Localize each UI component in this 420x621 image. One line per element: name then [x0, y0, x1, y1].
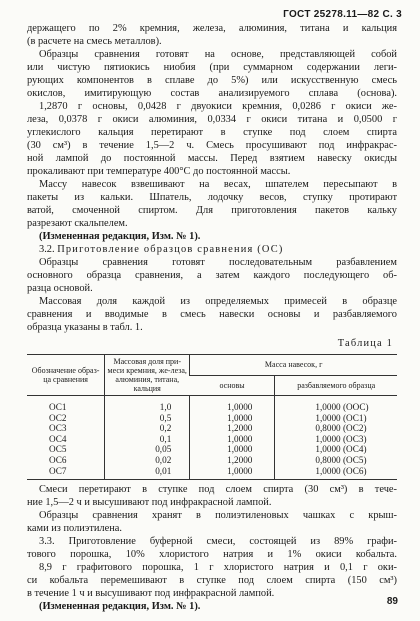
col-header-mass: Масса навесок, г	[190, 355, 397, 376]
cell-designation: ОС5	[49, 444, 67, 455]
text-line: разца основой.	[27, 283, 93, 294]
text-line: или чистую пятиокись ниобия (при суммарном содержании леги-	[27, 62, 397, 73]
text-line: (в расчете на смесь металлов).	[27, 36, 162, 47]
cell-diluted: 1,0000 (ООС)	[275, 396, 397, 413]
text-line: сравнения и вводимые в смесь навески основы и разбавляемого	[27, 309, 397, 320]
text-line: ние 1,5—2 ч и высушивают под инфракрасной лампой.	[27, 497, 272, 509]
page-number: 89	[386, 596, 398, 607]
section-number: 3.2.	[39, 244, 55, 255]
col-header-diluted: разбавляемого образца	[275, 375, 397, 396]
document-body	[27, 22, 397, 613]
table-row	[27, 434, 397, 445]
cell-base: 1,2000	[190, 423, 275, 434]
cell-base: 1,0000	[190, 434, 275, 445]
text-line: в течение 1 ч и высушивают под инфракрасной лампой.	[27, 588, 275, 600]
text-line: Образцы сравнения готовят на основе, представляющей собой	[39, 49, 397, 60]
text-line: пакеты из кальки. Шпатель, лодочку весов, ступку протирают	[27, 192, 397, 203]
table-row	[27, 466, 397, 480]
amendment-note-2: (Измененная редакция, Изм. № 1).	[39, 601, 201, 613]
section-heading	[27, 243, 397, 256]
text-line: 3.3. Приготовление буферной смеси, состоящей из 89% графи-	[39, 536, 397, 548]
cell-base: 1,0000	[190, 396, 275, 413]
text-line: образца указаны в табл. 1.	[27, 322, 143, 333]
text-line: 8,9 г графитового порошка, 1 г хлористого натрия и 0,1 г оки-	[39, 562, 397, 574]
cell-designation: ОС3	[49, 423, 67, 434]
table-row	[27, 423, 397, 434]
after-table-paragraphs	[27, 483, 397, 600]
text-line: Образцы сравнения хранят в полиэтиленовых чашках с крыш-	[39, 510, 397, 522]
table-row	[27, 444, 397, 455]
text-line: ками из полиэтилена.	[27, 523, 122, 535]
table-caption: Таблица 1	[337, 338, 393, 349]
amendment-note: (Измененная редакция, Изм. № 1).	[39, 231, 201, 242]
col-header-base: основы	[190, 375, 275, 396]
cell-diluted: 1,0000 (ОС1)	[275, 413, 397, 424]
cell-diluted: 1,0000 (ОС6)	[275, 466, 397, 480]
top-paragraphs	[27, 22, 397, 230]
table-row	[27, 396, 397, 413]
cell-base: 1,0000	[190, 444, 275, 455]
cell-designation: ОС2	[49, 412, 67, 423]
text-line: основного образца сравнения, а затем каждого последующего об-	[27, 270, 397, 281]
cell-designation: ОС1	[49, 402, 67, 412]
col-header-fraction: Массовая доля при-меси кремния, же-леза, алюминия, титана, кальция	[105, 355, 190, 396]
table-row	[27, 455, 397, 466]
text-line: углекислого кальция перетирают в ступке под слоем спирта	[27, 127, 397, 138]
cell-diluted: 0,8000 (ОС5)	[275, 455, 397, 466]
col-header-designation: Обозначение образ-ца сравнения	[27, 355, 105, 396]
cell-fraction: 0,01	[105, 466, 190, 480]
text-line: леза, 0,0378 г окиси алюминия, 0,0334 г окиси титана и 0,0500 г	[27, 114, 397, 125]
text-line: 1,2870 г основы, 0,0428 г двуокиси кремния, 0,0286 г окиси же-	[39, 101, 397, 112]
text-line: разрезают скальпелем.	[27, 218, 128, 229]
cell-fraction: 1,0	[105, 396, 190, 413]
cell-fraction: 0,05	[105, 444, 190, 455]
text-line: Образцы сравнения готовят последовательным разбавлением	[39, 257, 397, 268]
cell-diluted: 1,0000 (ОС4)	[275, 444, 397, 455]
section-paragraphs	[27, 256, 397, 334]
text-line: Массу навесок взвешивают на весах, шпателем пересыпают в	[39, 179, 397, 190]
text-line: си кобальта перемешивают в ступке под слоем спирта (150 см³)	[27, 575, 397, 587]
text-line: Массовая доля каждой из определяемых примесей в образце	[39, 296, 397, 307]
table-bottom-rule	[27, 479, 397, 480]
cell-base: 1,0000	[190, 466, 275, 480]
text-line: рующих компонентов в сплаве до 5%) или искусственную смесь	[27, 75, 397, 86]
text-line: тового порошка, 10% хлористого натрия и 1% окиси кобальта.	[27, 549, 397, 561]
cell-diluted: 0,8000 (ОС2)	[275, 423, 397, 434]
text-line: Смеси перетирают в ступке под слоем спирта (30 см³) в тече-	[39, 484, 397, 496]
cell-diluted: 1,0000 (ОС3)	[275, 434, 397, 445]
section-title: Приготовление образцов сравнения (ОС)	[57, 244, 284, 255]
data-table	[27, 354, 397, 479]
text-line: прокаливают при температуре 400°С до постоянной массы.	[27, 166, 291, 177]
cell-base: 1,0000	[190, 413, 275, 424]
cell-base: 1,2000	[190, 455, 275, 466]
table-body	[27, 396, 397, 480]
text-line: окислов, имитирующую состав анализируемого сплава (основа).	[27, 88, 397, 99]
cell-designation: ОС4	[49, 433, 67, 444]
cell-fraction: 0,02	[105, 455, 190, 466]
cell-designation: ОС7	[49, 465, 67, 476]
text-line: ной лампой до постоянной массы. Перед взятием навеску окисды	[27, 153, 397, 164]
cell-fraction: 0,1	[105, 434, 190, 445]
text-line: (30 см³) в течение 1,5—2 ч. Смесь просушивают под инфракрас-	[27, 140, 397, 151]
text-line: держащего по 2% кремния, железа, алюминия, титана и кальция	[27, 23, 397, 34]
text-line: ватой, смоченной спиртом. Для приготовления пакетов кальку	[27, 205, 397, 216]
cell-fraction: 0,5	[105, 413, 190, 424]
table-row	[27, 413, 397, 424]
cell-fraction: 0,2	[105, 423, 190, 434]
page-header: ГОСТ 25278.11—82 С. 3	[283, 9, 402, 20]
cell-designation: ОС6	[49, 454, 67, 465]
